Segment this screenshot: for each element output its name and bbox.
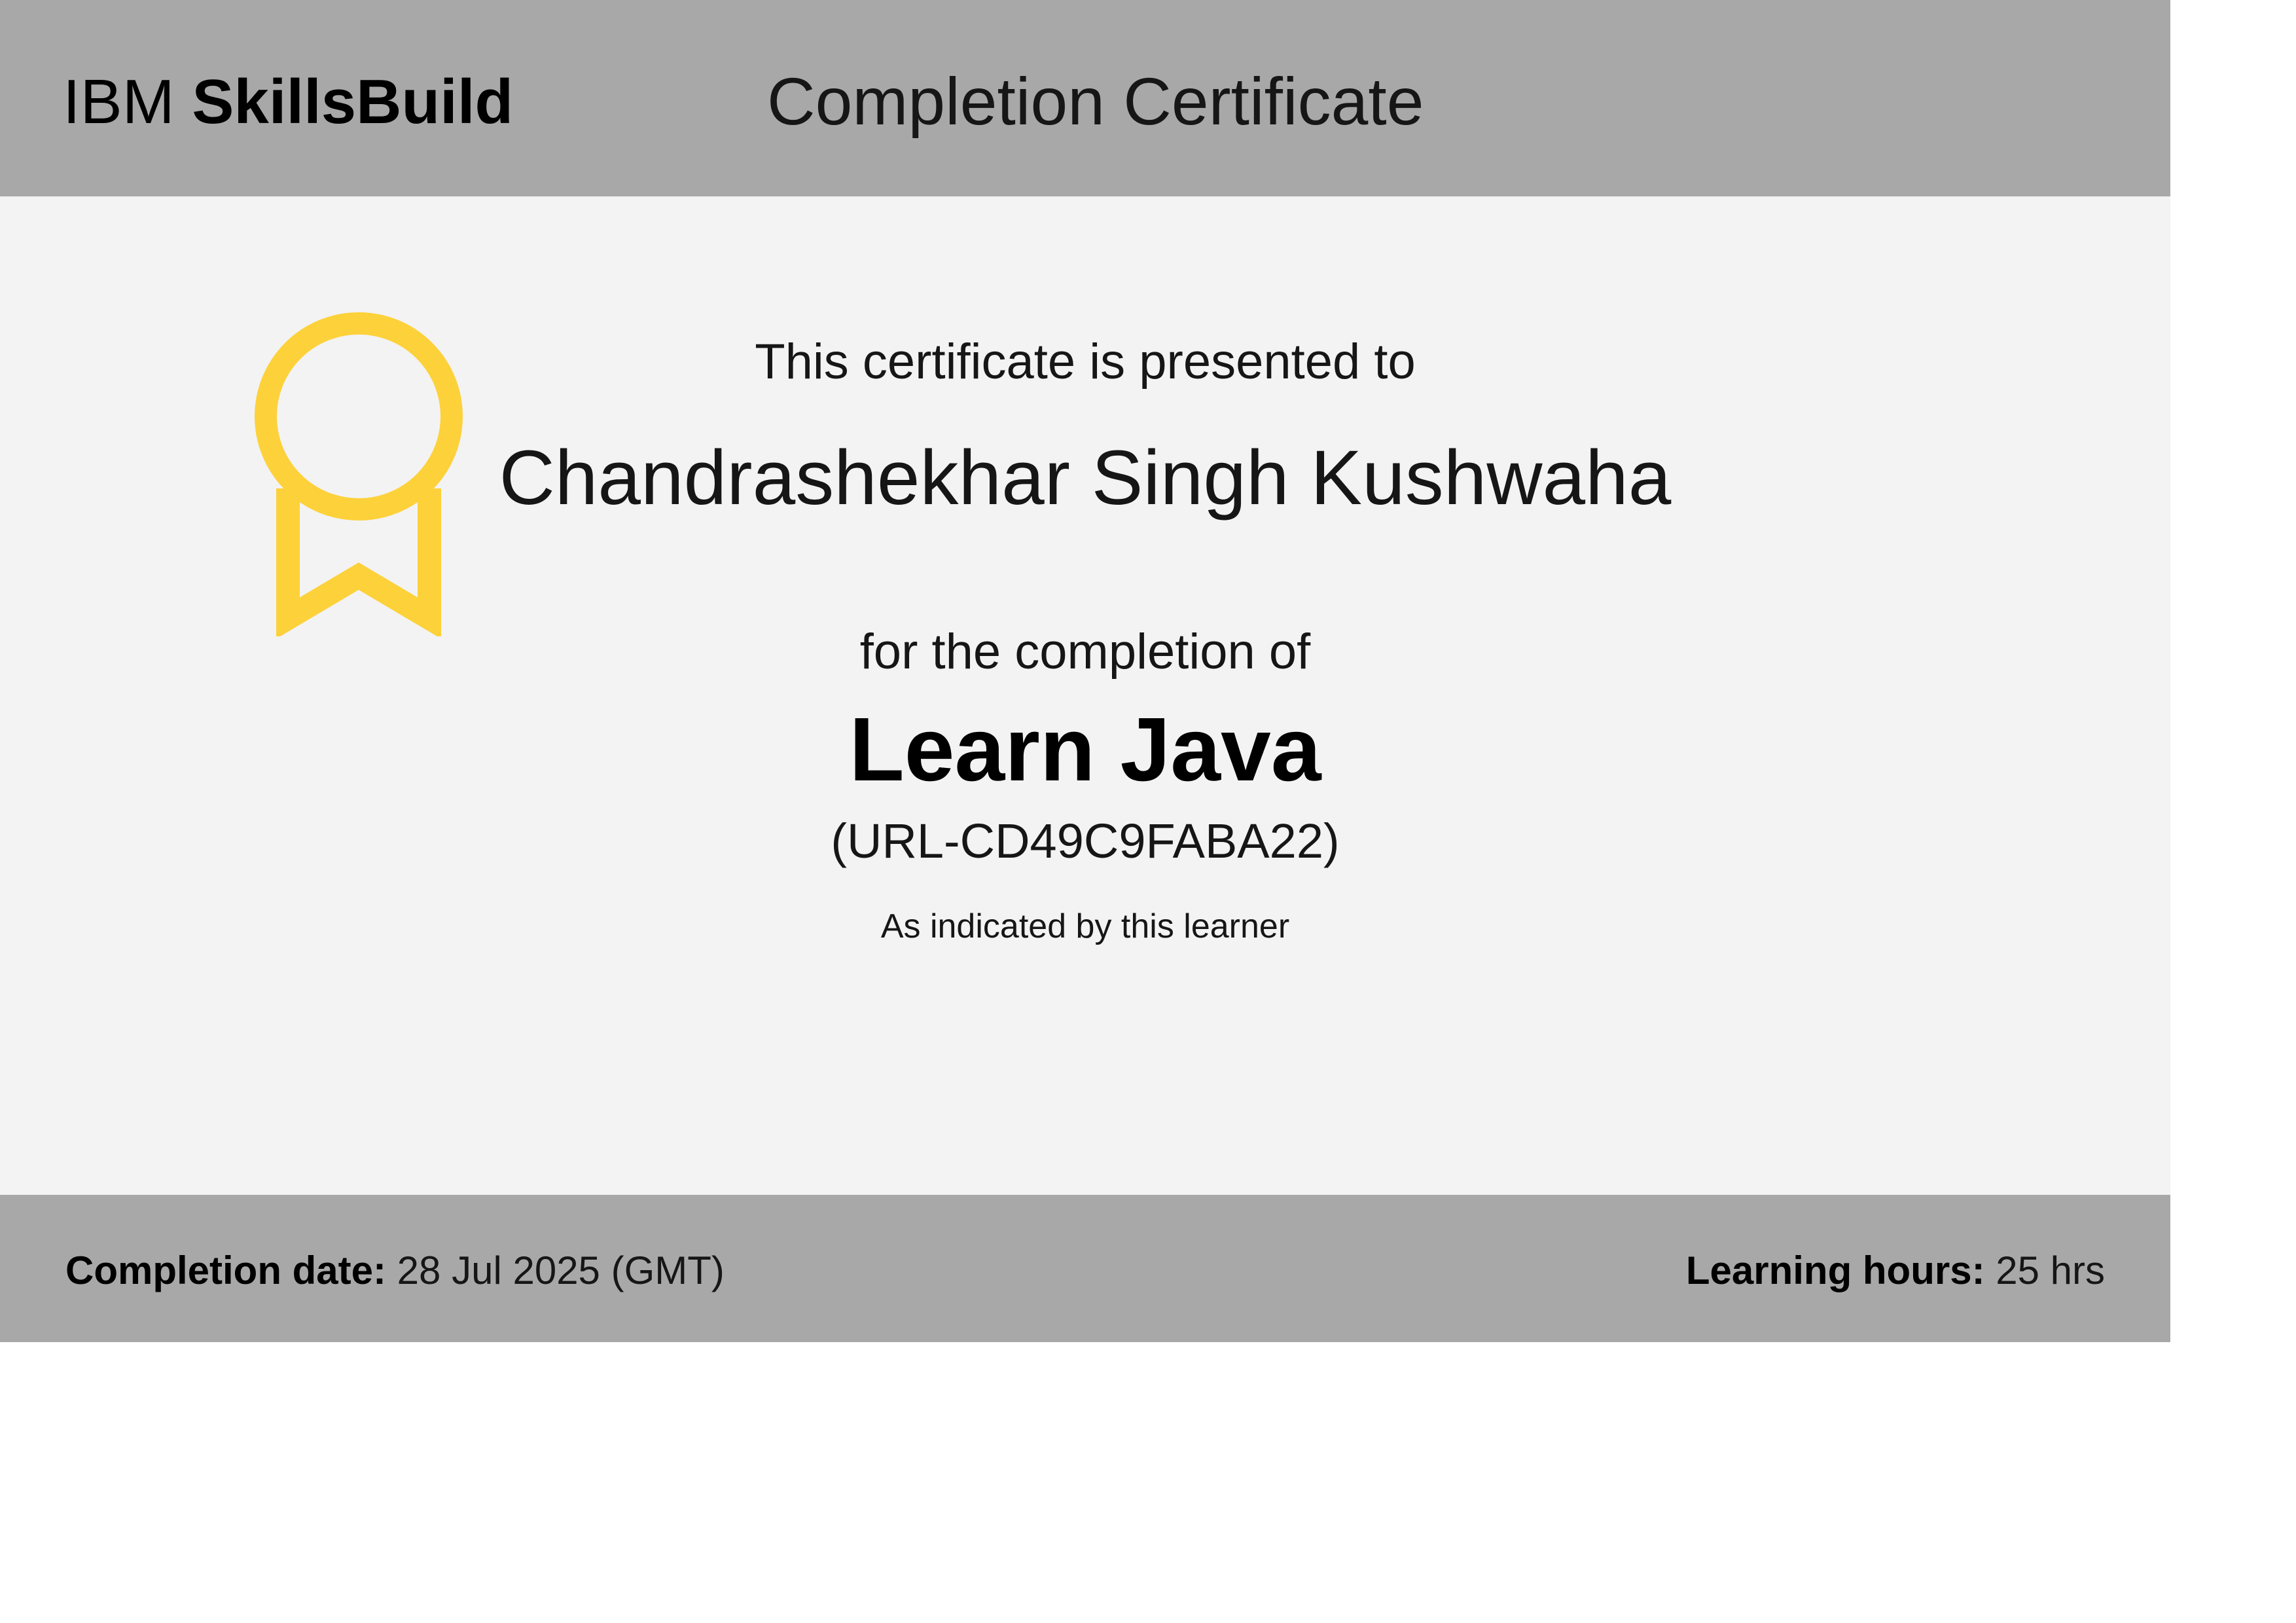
attestation-text: As indicated by this learner [880,907,1290,945]
learning-hours [1686,1245,2105,1297]
brand-name: SkillsBuild [192,67,514,137]
course-id: (URL-CD49C9FABA22) [831,814,1340,868]
completion-text: for the completion of [859,624,1311,680]
brand-prefix: IBM [63,67,175,137]
certificate-footer [0,1195,2170,1342]
learning-hours-value: 25 hrs [1996,1249,2105,1292]
completion-date-value: 28 Jul 2025 (GMT) [397,1249,725,1292]
certificate-type-title: Completion Certificate [767,64,1424,139]
presented-to-text: This certificate is presented to [755,334,1416,390]
completion-date-label: Completion date: [65,1249,386,1292]
learning-hours-label: Learning hours: [1685,1249,1985,1292]
course-title: Learn Java [849,699,1321,800]
completion-date [65,1245,725,1297]
brand-logo [63,63,513,141]
recipient-name: Chandrashekhar Singh Kushwaha [499,435,1672,521]
certificate-header [0,0,2170,196]
